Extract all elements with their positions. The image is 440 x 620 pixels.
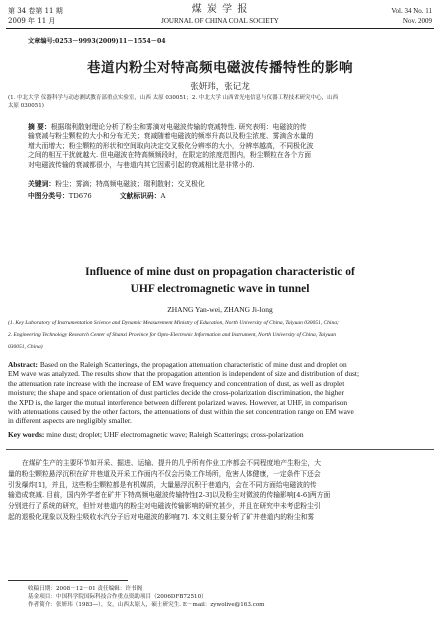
title-en-line-2: UHF electromagnetic wave in tunnel bbox=[130, 283, 310, 295]
abstract-cn-line: 摘 要：根据瑞利散射理论分析了粉尘和雾滴对电磁波传输的衰减特性. 研究表明：电磁波的传 bbox=[28, 123, 307, 131]
affiliation-en-line-3: 030051, China) bbox=[8, 344, 43, 350]
header-journal-cn: 煤 炭 学 报 bbox=[191, 4, 249, 15]
footnote-received: 收稿日期：2008－12－01 责任编辑：许书阁 bbox=[28, 586, 143, 592]
doc-code-label: 文献标识码： bbox=[119, 192, 161, 200]
header-volume-cn: 第 34 卷第 11 期 bbox=[8, 7, 63, 15]
keywords-en bbox=[8, 430, 434, 439]
header-journal-en: JOURNAL OF CHINA COAL SOCIETY bbox=[161, 17, 279, 25]
body-paragraph-line: 输造成衰减. 目前，国内外学者在矿井下特高频电磁波传输特性[2-3]以及粉尘对微波的传输影响[4-6]两方面 bbox=[8, 491, 331, 500]
header-rule bbox=[6, 28, 434, 29]
keywords-cn bbox=[28, 180, 420, 189]
affiliation-cn-line-2: 太原 030051) bbox=[8, 103, 44, 109]
keywords-en-label: Key words: bbox=[8, 430, 45, 439]
body-paragraph-line: 在煤矿生产的主要环节如开采、掘进、运输、提升的几乎所有作业工序都会不同程度地产生粉尘，大 bbox=[22, 459, 322, 467]
abstract-en-line: moisture; the shape and space orientation of dust particles decide the cross-polarization discrimination, the higher bbox=[8, 388, 344, 398]
keywords-cn-text: 粉尘；雾滴；特高频电磁波；瑞利散射；交叉极化 bbox=[55, 180, 205, 188]
doc-code-value: A bbox=[160, 192, 166, 200]
footnote-funding: 基金项目：中国科学院国际科技合作重点资助项目（2006DFB72510） bbox=[28, 594, 207, 600]
footnotes bbox=[28, 585, 432, 609]
abstract-en bbox=[8, 360, 434, 426]
footnote-rule bbox=[8, 580, 128, 581]
body-paragraph-line: 分别进行了系统的研究，但针对巷道内的粉尘对电磁波传输影响的研究甚少，并且在研究中未考虑粉尘引 bbox=[8, 502, 321, 511]
abstract-cn-label: 摘 要： bbox=[28, 123, 51, 131]
body-paragraph-line: 起的退极化现象以及粉尘吸收水汽分子后对电磁波的影响[7]. 本文则主要分析了矿井巷道内的粉尘和雾 bbox=[8, 512, 315, 521]
abstract-cn bbox=[28, 123, 420, 170]
abstract-cn-line: 对电磁波传输的衰减都很小，与巷道内其它因素引起的衰减相比是非常小的. bbox=[28, 160, 255, 169]
abstract-en-line: the XPD is, the larger the mutual interference between different polarized waves. However, at UHF, in comparison bbox=[8, 397, 348, 407]
abstract-cn-line: 输衰减与粉尘颗粒的大小和分布无关；衰减随着电磁波的频率升高以及粉尘浓度、雾滴含水量的 bbox=[28, 132, 314, 141]
authors-cn: 张妍玮，张记龙 bbox=[190, 82, 250, 92]
affiliation-cn-line-1: (1. 中北大学 仪器科学与动态测试教育部重点实验室，山西 太原 030051；2. 中北大学 山西省光电信息与仪器工程技术研究中心，山西 bbox=[8, 95, 339, 101]
abstract-en-line: with attenuations caused by the other factors, the attenuations of dust within the set concentration range on EM wave bbox=[8, 407, 354, 417]
clc-value: TD676 bbox=[68, 192, 92, 200]
header-date-en: Nov. 2009 bbox=[402, 17, 432, 25]
article-id: 文章编号:0253－9993(2009)11－1554－04 bbox=[28, 38, 166, 45]
header-volume-en: Vol. 34 No. 11 bbox=[391, 7, 432, 15]
abstract-en-label: Abstract: bbox=[8, 360, 38, 369]
abstract-en-line: in different aspects are negligibly smaller. bbox=[8, 416, 132, 426]
section-divider bbox=[6, 449, 434, 450]
abstract-en-line: the attenuation rate increase with the increase of EM wave frequency and concentration of dust, as well as droplet bbox=[8, 378, 345, 388]
affiliation-en-line-2: 2. Engineering Technology Research Center of Shanxi Province for Opto-Electronic Information and Instrument, North University of China, Taiyuan bbox=[8, 332, 337, 338]
title-en-line-1: Influence of mine dust on propagation characteristic of bbox=[85, 266, 355, 278]
clc-label: 中图分类号： bbox=[28, 192, 69, 200]
abstract-en-line: EM wave was analyzed. The results show that the propagation attention is independent of size and distribution of dust; bbox=[8, 369, 360, 379]
classification-cn bbox=[28, 192, 420, 201]
affiliation-en-line-1: (1. Key Laboratory of Instrumentation Science and Dynamic Measurement Ministry of Education, North University of China, Taiyuan 030051, China; bbox=[8, 320, 339, 326]
body-paragraph-line: 引发爆炸[1]，并且，这些粉尘颗粒都是有机媒质，大量悬浮沉积于巷道内，会在不同方面给电磁波的传 bbox=[8, 480, 317, 489]
title-cn: 巷道内粉尘对特高频电磁波传播特性的影响 bbox=[87, 60, 353, 76]
abstract-cn-line: 之间的相互干扰就越大. 但电磁波在特高频频段时，在限定的浓度范围内，粉尘颗粒在各个方面 bbox=[28, 151, 311, 160]
keywords-cn-label: 关键词： bbox=[28, 180, 56, 188]
keywords-en-text: mine dust; droplet; UHF electromagnetic wave; Raleigh Scatterings; cross-polarization bbox=[46, 430, 304, 439]
footnote-author-bio: 作者简介：张妍玮（1983—），女，山西太原人，硕士研究生. E－mail：zywolive@163.com bbox=[28, 602, 265, 608]
abstract-en-line: Abstract: Based on the Raleigh Scatterings, the propagation attenuation characteristic of mine dust and droplet on bbox=[8, 360, 347, 369]
body-text-cn bbox=[8, 458, 434, 523]
abstract-cn-line: 增大而增大；粉尘颗粒的形状和空间取向决定交叉极化分辨率的大小，分辨率越高，不同极化波 bbox=[28, 141, 314, 150]
header-date-cn: 2009 年 11 月 bbox=[8, 17, 56, 25]
authors-en: ZHANG Yan-wei, ZHANG Ji-long bbox=[167, 305, 273, 314]
body-paragraph-line: 量的粉尘颗粒悬浮沉积在矿井巷道及开采工作面内不仅会污染工作场所，危害人体健康，一定条件下还会 bbox=[8, 469, 321, 478]
